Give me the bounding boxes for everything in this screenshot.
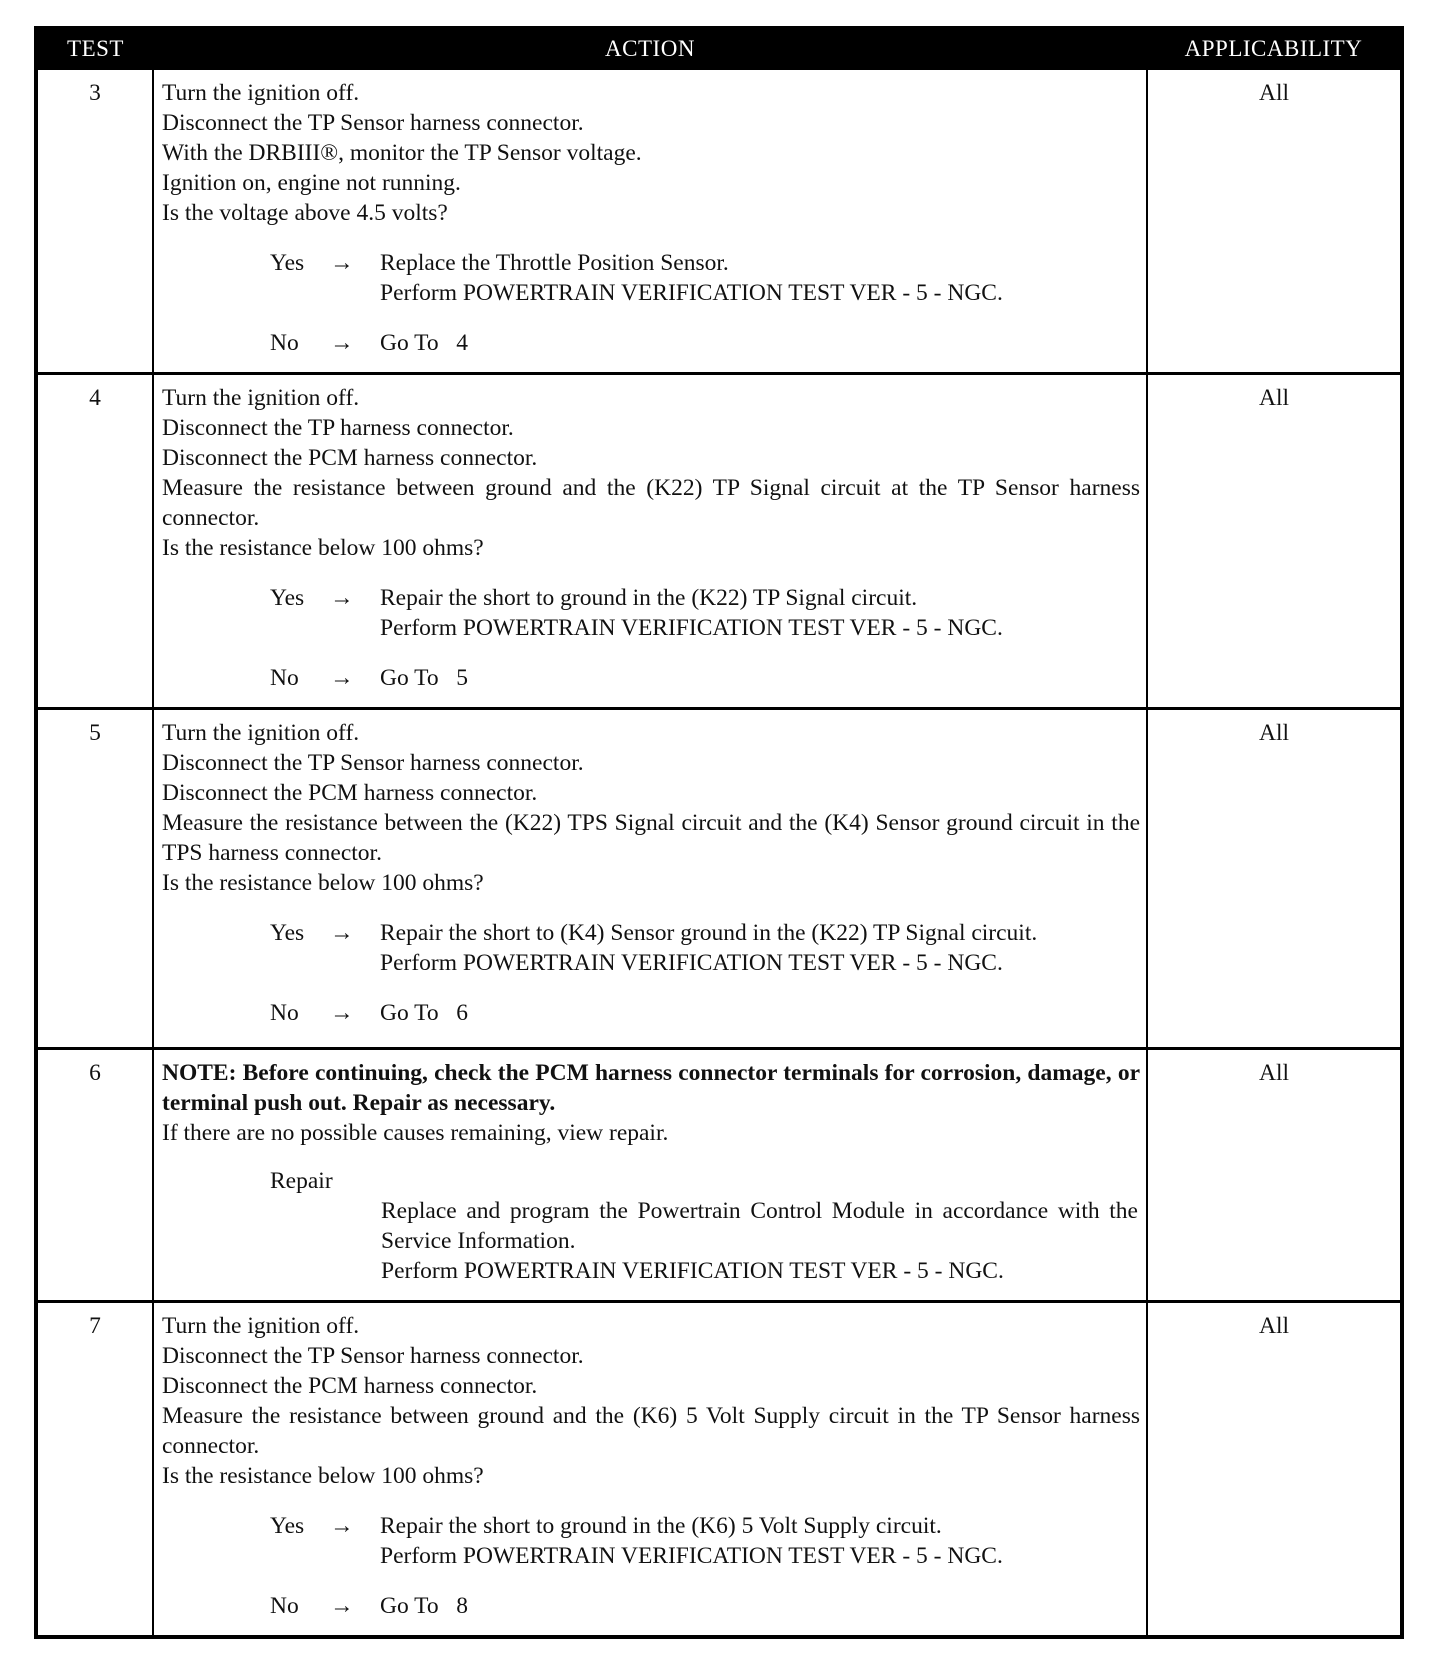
step-line: Measure the resistance between the (K22) TPS Signal circuit and the (K4) Sensor ground circuit in the TPS harness connector. — [162, 810, 1140, 866]
applicability-value: All — [1147, 374, 1402, 709]
yes-result — [162, 248, 1140, 308]
yes-result — [162, 1511, 1140, 1571]
no-label: No — [270, 665, 299, 691]
no-result — [162, 1591, 1140, 1621]
yes-line: Perform POWERTRAIN VERIFICATION TEST VER - 5 - NGC. — [380, 1543, 1003, 1569]
table-row — [36, 374, 1402, 709]
step-line: If there are no possible causes remaining, view repair. — [162, 1120, 669, 1146]
action-cell — [153, 709, 1147, 1049]
applicability-value: All — [1147, 69, 1402, 374]
applicability-value: All — [1147, 1302, 1402, 1638]
applicability-value: All — [1147, 709, 1402, 1049]
arrow-icon: → — [330, 330, 354, 356]
repair-label: Repair — [270, 1168, 333, 1194]
no-label: No — [270, 1593, 299, 1619]
arrow-icon: → — [330, 1000, 354, 1026]
header-action: ACTION — [153, 28, 1147, 69]
arrow-icon: → — [330, 1593, 354, 1619]
no-label: No — [270, 1000, 299, 1026]
step-line: Measure the resistance between ground and the (K22) TP Signal circuit at the TP Sensor harness connector. — [162, 475, 1140, 531]
yes-text — [380, 1511, 1140, 1571]
table-header — [36, 28, 1402, 69]
step-line: Measure the resistance between ground and the (K6) 5 Volt Supply circuit in the TP Sensor harness connector. — [162, 1403, 1140, 1459]
arrow-icon: → — [330, 585, 354, 611]
no-text: Go To 5 — [380, 665, 469, 691]
step-line: Turn the ignition off. — [162, 720, 360, 746]
yes-line: Repair the short to ground in the (K6) 5 Volt Supply circuit. — [380, 1513, 942, 1539]
table-row — [36, 69, 1402, 374]
header-test: TEST — [36, 28, 153, 69]
step-line: Ignition on, engine not running. — [162, 170, 461, 196]
repair-text — [381, 1196, 1140, 1286]
step-line: Is the resistance below 100 ohms? — [162, 535, 484, 561]
step-list — [162, 1311, 1140, 1491]
step-line: With the DRBIII®, monitor the TP Sensor voltage. — [162, 140, 642, 166]
step-line: Disconnect the PCM harness connector. — [162, 445, 538, 471]
no-text: Go To 8 — [380, 1593, 469, 1619]
result-block — [162, 918, 1140, 1028]
yes-line: Replace the Throttle Position Sensor. — [380, 250, 729, 276]
step-list — [162, 78, 1140, 228]
step-line: Disconnect the PCM harness connector. — [162, 1373, 538, 1399]
no-result — [162, 998, 1140, 1028]
action-cell — [153, 374, 1147, 709]
arrow-icon: → — [330, 250, 354, 276]
diagnostic-test-sheet — [34, 26, 1404, 1639]
yes-label: Yes — [270, 920, 305, 946]
test-number: 6 — [36, 1049, 153, 1302]
result-block — [162, 248, 1140, 358]
yes-label: Yes — [270, 585, 305, 611]
step-list — [162, 718, 1140, 898]
applicability-value: All — [1147, 1049, 1402, 1302]
yes-result — [162, 918, 1140, 978]
step-line: Disconnect the TP Sensor harness connector. — [162, 1343, 584, 1369]
step-line: Disconnect the TP harness connector. — [162, 415, 514, 441]
step-line: Turn the ignition off. — [162, 80, 360, 106]
step-line: Turn the ignition off. — [162, 1313, 360, 1339]
no-text: Go To 4 — [380, 330, 469, 356]
step-line: Disconnect the PCM harness connector. — [162, 780, 538, 806]
yes-line: Repair the short to ground in the (K22) TP Signal circuit. — [380, 585, 918, 611]
test-number: 5 — [36, 709, 153, 1049]
yes-result — [162, 583, 1140, 643]
header-applicability: APPLICABILITY — [1147, 28, 1402, 69]
test-number: 7 — [36, 1302, 153, 1638]
yes-text — [380, 248, 1140, 308]
repair-line: Replace and program the Powertrain Control Module in accordance with the Service Information. — [381, 1198, 1138, 1254]
step-list — [162, 383, 1140, 563]
step-line: Turn the ignition off. — [162, 385, 360, 411]
no-result — [162, 328, 1140, 358]
action-cell — [153, 1049, 1147, 1302]
yes-line: Perform POWERTRAIN VERIFICATION TEST VER - 5 - NGC. — [380, 280, 1003, 306]
result-block — [162, 1511, 1140, 1621]
step-line: Disconnect the TP Sensor harness connector. — [162, 110, 584, 136]
step-line: Is the resistance below 100 ohms? — [162, 1463, 484, 1489]
table-row — [36, 1049, 1402, 1302]
no-result — [162, 663, 1140, 693]
arrow-icon: → — [330, 920, 354, 946]
test-number: 4 — [36, 374, 153, 709]
action-cell — [153, 69, 1147, 374]
arrow-icon: → — [330, 665, 354, 691]
note-text: NOTE: Before continuing, check the PCM harness connector terminals for corrosion, damage, or terminal push out. Repair as necessary. — [162, 1060, 1140, 1116]
table-row — [36, 709, 1402, 1049]
arrow-icon: → — [330, 1513, 354, 1539]
action-cell — [153, 1302, 1147, 1638]
table-row — [36, 1302, 1402, 1638]
yes-text — [380, 918, 1140, 978]
test-number: 3 — [36, 69, 153, 374]
yes-label: Yes — [270, 1513, 305, 1539]
yes-line: Perform POWERTRAIN VERIFICATION TEST VER - 5 - NGC. — [380, 615, 1003, 641]
no-text: Go To 6 — [380, 1000, 469, 1026]
yes-label: Yes — [270, 250, 305, 276]
repair-block — [162, 1166, 1140, 1286]
step-line: Is the voltage above 4.5 volts? — [162, 200, 448, 226]
yes-text — [380, 583, 1140, 643]
step-line: Disconnect the TP Sensor harness connector. — [162, 750, 584, 776]
diagnostic-table — [34, 26, 1404, 1639]
yes-line: Repair the short to (K4) Sensor ground in the (K22) TP Signal circuit. — [380, 920, 1038, 946]
step-line: Is the resistance below 100 ohms? — [162, 870, 484, 896]
no-label: No — [270, 330, 299, 356]
repair-line: Perform POWERTRAIN VERIFICATION TEST VER - 5 - NGC. — [381, 1258, 1004, 1284]
result-block — [162, 583, 1140, 693]
yes-line: Perform POWERTRAIN VERIFICATION TEST VER - 5 - NGC. — [380, 950, 1003, 976]
